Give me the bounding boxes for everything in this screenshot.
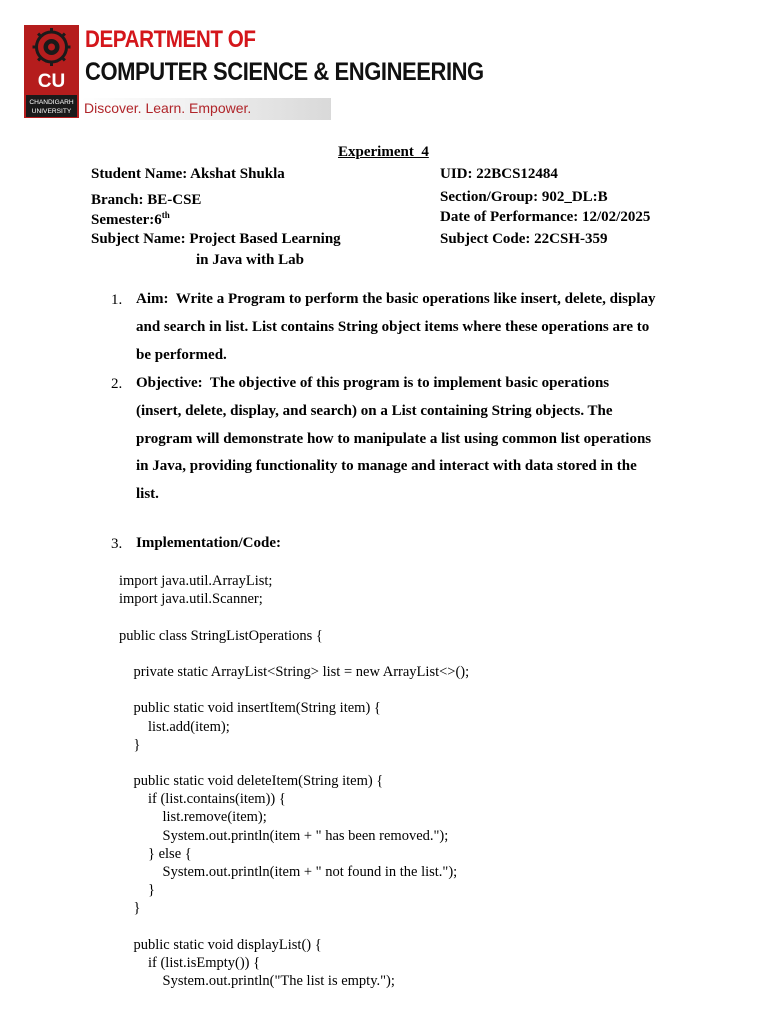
department-title-line-2: COMPUTER SCIENCE & ENGINEERING	[85, 58, 484, 86]
aim-label: Aim:	[136, 291, 169, 307]
code-line: }	[119, 882, 155, 899]
code-line: }	[119, 736, 141, 753]
code-line: } else {	[119, 845, 192, 862]
code-line: public static void deleteItem(String item) {	[119, 773, 384, 790]
implementation-label: Implementation/Code:	[136, 535, 281, 551]
code-line: if (list.contains(item)) {	[119, 791, 286, 808]
department-title-line-1: DEPARTMENT OF	[85, 26, 256, 53]
uid: UID: 22BCS12484	[440, 166, 558, 182]
code-line: private static ArrayList<String> list = new ArrayList<>();	[119, 663, 470, 680]
branch: Branch: BE-CSE	[91, 192, 202, 208]
code-line	[119, 681, 469, 699]
section-number: 3.	[111, 536, 123, 552]
code-line: public static void insertItem(String item) {	[119, 700, 381, 717]
aim-paragraph	[136, 286, 656, 369]
code-block	[119, 572, 469, 990]
experiment-title: Experiment 4	[338, 144, 429, 160]
logo-caption-2: UNIVERSITY	[31, 108, 72, 115]
logo-initials: CU	[37, 71, 66, 92]
code-line	[119, 645, 469, 663]
tagline: Discover. Learn. Empower.	[84, 100, 252, 116]
code-line: public class StringListOperations {	[119, 627, 323, 644]
code-line: list.remove(item);	[119, 809, 267, 826]
objective-text: The objective of this program is to implement basic operations (insert, delete, display, and search) on a List containing String objects. The program will demonstrate how to manipulate a list using common list operations in Java, providing functionality to manage and interact with data stored in the list.	[136, 375, 652, 503]
code-line: System.out.println(item + " has been removed.");	[119, 827, 449, 844]
code-line: }	[119, 900, 141, 917]
code-line: System.out.println(item + " not found in the list.");	[119, 864, 458, 880]
university-logo	[24, 25, 79, 118]
code-line: System.out.println("The list is empty.");	[119, 973, 395, 990]
semester-superscript: th	[161, 210, 170, 220]
code-line	[119, 754, 469, 772]
objective-paragraph	[136, 370, 656, 509]
code-line: if (list.isEmpty()) {	[119, 954, 261, 971]
cu-emblem-icon	[24, 25, 79, 118]
semester	[91, 210, 170, 229]
code-line: import java.util.ArrayList;	[119, 573, 273, 589]
code-line: list.add(item);	[119, 718, 230, 735]
student-name: Student Name: Akshat Shukla	[91, 166, 285, 182]
section-number: 1.	[111, 292, 123, 308]
code-line	[119, 608, 469, 626]
code-line	[119, 918, 469, 936]
objective-label: Objective:	[136, 375, 203, 391]
subject-name-line-1: Subject Name: Project Based Learning	[91, 231, 341, 247]
implementation-heading	[136, 530, 656, 558]
semester-text: Semester:6	[91, 212, 162, 228]
code-line: import java.util.Scanner;	[119, 591, 263, 608]
logo-caption-1: CHANDIGARH	[29, 99, 74, 106]
subject-code: Subject Code: 22CSH-359	[440, 231, 608, 247]
section-group: Section/Group: 902_DL:B	[440, 189, 608, 205]
code-line: public static void displayList() {	[119, 936, 322, 953]
aim-text: Write a Program to perform the basic operations like insert, delete, display and search in list. List contains String object items where these operations are to be performed.	[136, 291, 656, 363]
department-header	[24, 25, 484, 120]
section-number: 2.	[111, 376, 123, 392]
subject-name-line-2: in Java with Lab	[196, 252, 304, 268]
date-of-performance: Date of Performance: 12/02/2025	[440, 209, 651, 225]
